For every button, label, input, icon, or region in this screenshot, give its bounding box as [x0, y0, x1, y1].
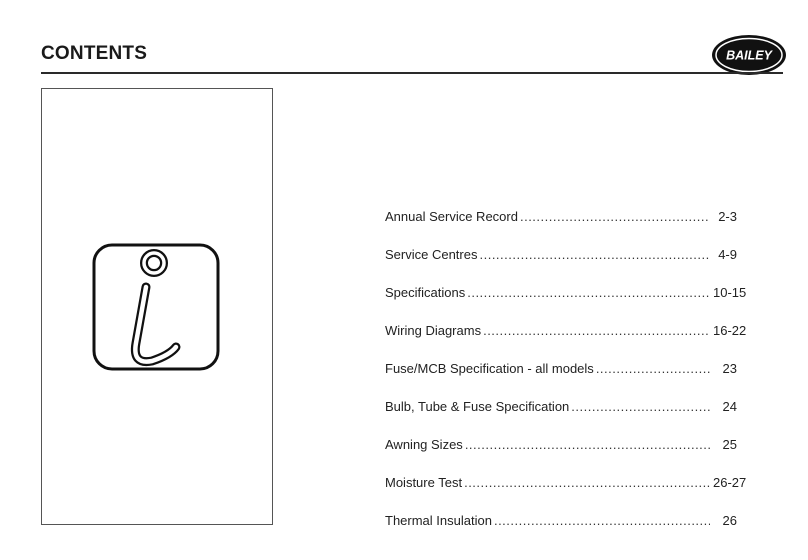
toc-leader	[494, 504, 710, 538]
toc-entry[interactable]	[385, 352, 737, 390]
page-title: CONTENTS	[41, 43, 148, 64]
toc-entry[interactable]	[385, 238, 737, 276]
toc-page: 26-27	[713, 475, 747, 490]
toc-page: 24	[722, 399, 737, 414]
toc-page: 4-9	[718, 247, 737, 262]
toc-entry[interactable]	[385, 466, 747, 504]
toc-label: Specifications	[385, 285, 466, 300]
toc-label: Moisture Test	[385, 475, 463, 490]
info-icon	[92, 243, 220, 371]
toc-entry[interactable]	[385, 276, 747, 314]
toc-entry[interactable]	[385, 504, 737, 542]
toc-page: 23	[722, 361, 737, 376]
toc-entry[interactable]	[385, 390, 737, 428]
toc-label: Awning Sizes	[385, 437, 463, 452]
toc-page: 16-22	[713, 323, 747, 338]
toc-page: 10-15	[713, 285, 747, 300]
toc-page: 26	[722, 513, 737, 528]
toc-leader	[596, 352, 710, 386]
toc-leader	[479, 238, 710, 272]
header-rule	[41, 72, 783, 74]
toc-label: Bulb, Tube & Fuse Specification	[385, 399, 570, 414]
toc-leader	[464, 466, 710, 500]
toc-page: 25	[722, 437, 737, 452]
toc-label: Thermal Insulation	[385, 513, 492, 528]
toc-label: Wiring Diagrams	[385, 323, 482, 338]
table-of-contents	[385, 200, 747, 542]
toc-entry[interactable]	[385, 314, 747, 352]
toc-leader	[467, 276, 710, 310]
toc-label: Fuse/MCB Specification - all models	[385, 361, 594, 376]
toc-leader	[465, 428, 710, 462]
toc-entry[interactable]	[385, 428, 737, 466]
toc-label: Annual Service Record	[385, 209, 518, 224]
toc-leader	[571, 390, 710, 424]
brand-name: BAILEY	[726, 48, 772, 63]
toc-entry[interactable]	[385, 200, 737, 238]
toc-label: Service Centres	[385, 247, 478, 262]
toc-leader	[483, 314, 710, 348]
bailey-logo	[711, 33, 787, 77]
toc-leader	[520, 200, 710, 234]
toc-page: 2-3	[718, 209, 737, 224]
